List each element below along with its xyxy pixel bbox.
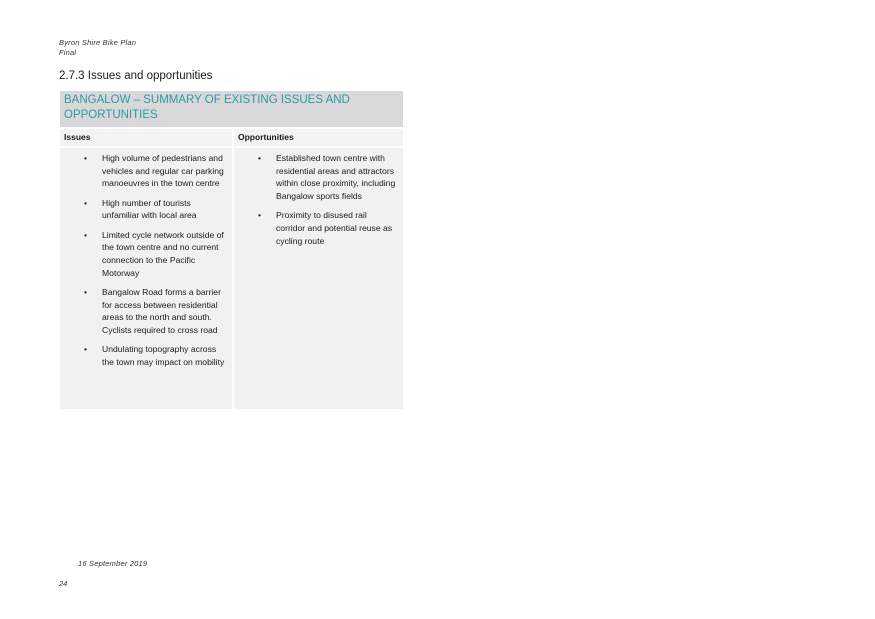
issue-text: Limited cycle network outside of the town centre and no current connection to the Pacific Motorway (102, 229, 224, 278)
issues-column (60, 129, 232, 409)
table-title: BANGALOW – SUMMARY OF EXISTING ISSUES AND OPPORTUNITIES (60, 91, 403, 127)
opportunity-item (234, 152, 397, 203)
opportunities-header: Opportunities (234, 129, 403, 146)
opportunities-body (234, 148, 403, 409)
table-columns (60, 129, 403, 409)
footer-date: 16 September 2019 (78, 559, 148, 568)
document-title: Byron Shire Bike Plan (59, 38, 137, 47)
issues-body (60, 148, 232, 409)
page-number: 24 (59, 579, 68, 588)
bullet-icon: • (84, 153, 88, 163)
issue-text: Undulating topography across the town may impact on mobility (102, 344, 225, 367)
bullet-icon: • (84, 344, 88, 355)
issues-list (60, 152, 226, 369)
bullet-icon: • (84, 197, 88, 208)
issue-text: High volume of pedestrians and vehicles and regular car parking manoeuvres in the town centre (102, 153, 224, 189)
opportunities-list (234, 152, 397, 247)
bullet-icon: • (258, 153, 262, 163)
issue-item (60, 152, 226, 190)
opportunity-text: Established town centre with residential areas and attractors within close proximity, including Bangalow sports fields (276, 153, 396, 202)
issue-text: High number of tourists unfamiliar with local area (102, 197, 197, 221)
opportunity-item (234, 209, 397, 247)
issues-header: Issues (60, 129, 232, 146)
bullet-icon: • (84, 229, 88, 240)
issue-text: Bangalow Road forms a barrier for access between residential areas to the north and south. Cyclists required to cross road (102, 286, 221, 335)
document-status: Final (59, 48, 77, 57)
issue-item (60, 343, 226, 368)
issue-item (60, 286, 226, 337)
issue-item (60, 197, 226, 222)
section-heading: 2.7.3 Issues and opportunities (59, 70, 213, 82)
summary-table (60, 91, 403, 409)
opportunity-text: Proximity to disused rail corridor and potential reuse as cycling route (276, 210, 393, 246)
bullet-icon: • (84, 286, 88, 297)
issue-item (60, 229, 226, 280)
bullet-icon: • (258, 210, 262, 221)
opportunities-column (234, 129, 403, 409)
